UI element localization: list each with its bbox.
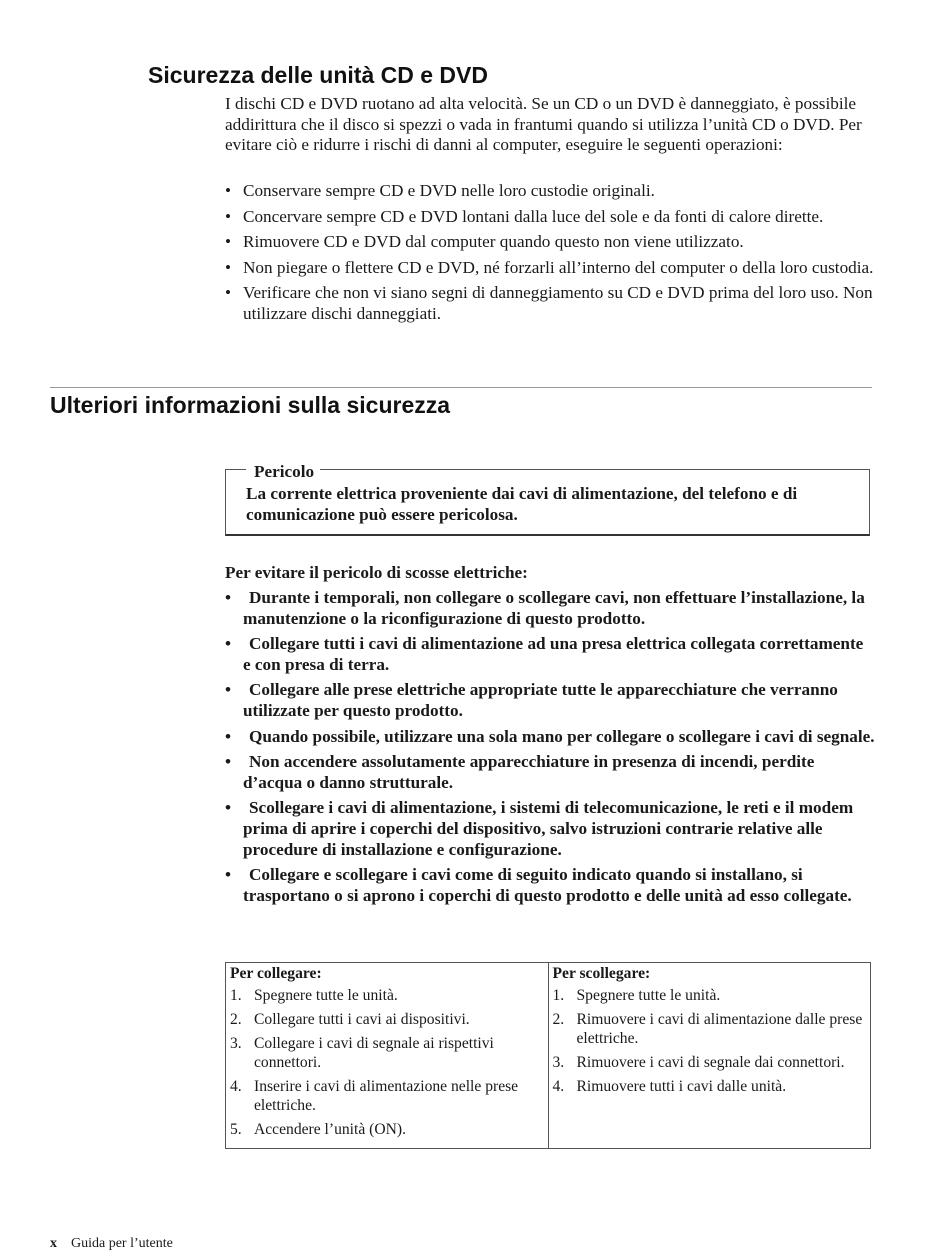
list-item: • Collegare tutti i cavi di alimentazione ad una presa elettrica collegata correttamente e con presa di terra. [225,634,864,674]
list-item: 5. Accendere l’unità (ON). [230,1121,406,1138]
list-item: 4. Inserire i cavi di alimentazione nelle prese elettriche. [230,1078,519,1114]
bullet-icon: • [225,232,232,251]
bullet-icon: • [225,680,232,700]
list-item: 1. Spegnere tutte le unità. [552,987,721,1004]
page-number: x [50,1236,57,1251]
list-item: • Collegare alle prese elettriche appropriate tutte le apparecchiature che verranno utilizzate per questo prodotto. [225,680,838,720]
list-item: • Non accendere assolutamente apparecchiature in presenza di incendi, perdite d’acqua o danno strutturale. [225,752,815,792]
list-item: 3. Collegare i cavi di segnale ai rispettivi connettori. [230,1035,494,1071]
list-item: 3. Rimuovere i cavi di segnale dai connettori. [552,1054,845,1071]
bullet-icon: • [225,752,232,772]
disconnect-column [548,963,871,1149]
connect-steps [226,986,548,1148]
list-item: • Verificare che non vi siano segni di danneggiamento su CD e DVD prima del loro uso. Non utilizzare dischi danneggiati. [225,283,873,323]
list-item: • Quando possibile, utilizzare una sola mano per collegare o scollegare i cavi di segnale. [225,726,875,746]
bullet-icon: • [225,865,232,885]
list-item: • Scollegare i cavi di alimentazione, i sistemi di telecomunicazione, le reti e il modem prima di aprire i coperchi del dispositivo, salvo istruzioni contrarie relative alle procedure di installazione e configurazione. [225,798,854,859]
section-intro-paragraph: I dischi CD e DVD ruotano ad alta velocità. Se un CD o un DVD è danneggiato, è possibile addirittura che il disco si spezzi o vada in frantumi quando si utilizza l’unità CD o DVD. Per evitare ciò e ridurre i rischi di danni al computer, eseguire le seguenti operazioni: [225,94,862,154]
disconnect-header: Per scollegare: [552,965,651,982]
section-title-additional-safety: Ulteriori informazioni sulla sicurezza [50,392,451,418]
list-item: 2. Collegare tutti i cavi ai dispositivi. [230,1011,470,1028]
bullet-icon: • [225,634,232,654]
list-item: 4. Rimuovere tutti i cavi dalle unità. [552,1078,787,1095]
connect-header: Per collegare: [230,965,322,982]
table-row [226,963,871,1149]
list-item: 2. Rimuovere i cavi di alimentazione dalle prese elettriche. [552,1011,863,1047]
bullet-icon: • [225,206,232,226]
disconnect-steps [549,986,871,1105]
bullet-icon: • [225,257,232,277]
connect-disconnect-table [225,962,871,1149]
list-item: 1. Spegnere tutte le unità. [230,987,398,1004]
cd-dvd-safety-list [225,181,875,329]
list-item: • Rimuovere CD e DVD dal computer quando questo non viene utilizzato. [225,232,744,251]
bullet-icon: • [225,798,232,818]
list-item: • Concervare sempre CD e DVD lontani dalla luce del sole e da fonti di calore dirette. [225,206,824,226]
connect-column [226,963,549,1149]
section-divider [50,387,872,388]
book-title: Guida per l’utente [71,1236,173,1251]
list-item: • Non piegare o flettere CD e DVD, né forzarli all’interno del computer o della loro custodia. [225,257,874,277]
bullet-icon: • [225,726,232,746]
list-item: • Collegare e scollegare i cavi come di seguito indicato quando si installano, si trasportano o si aprono i coperchi di questo prodotto e delle unità ad esso collegate. [225,865,852,905]
bullet-icon: • [225,181,232,200]
danger-label: Pericolo [246,462,320,482]
electric-shock-prevention-list [225,588,875,911]
bullet-icon: • [225,588,232,607]
section-title-cd-dvd-safety: Sicurezza delle unità CD e DVD [148,62,488,88]
list-item: • Durante i temporali, non collegare o scollegare cavi, non effettuare l’installazione, la manutenzione o la riconfigurazione di questo prodotto. [225,588,865,628]
page-footer [50,1236,173,1252]
electric-shock-prevention-heading: Per evitare il pericolo di scosse elettriche: [225,563,528,582]
list-item: • Conservare sempre CD e DVD nelle loro custodie originali. [225,181,655,200]
danger-notice-text: La corrente elettrica proveniente dai cavi di alimentazione, del telefono e di comunicazione può essere pericolosa. [246,484,798,524]
bullet-icon: • [225,283,232,302]
